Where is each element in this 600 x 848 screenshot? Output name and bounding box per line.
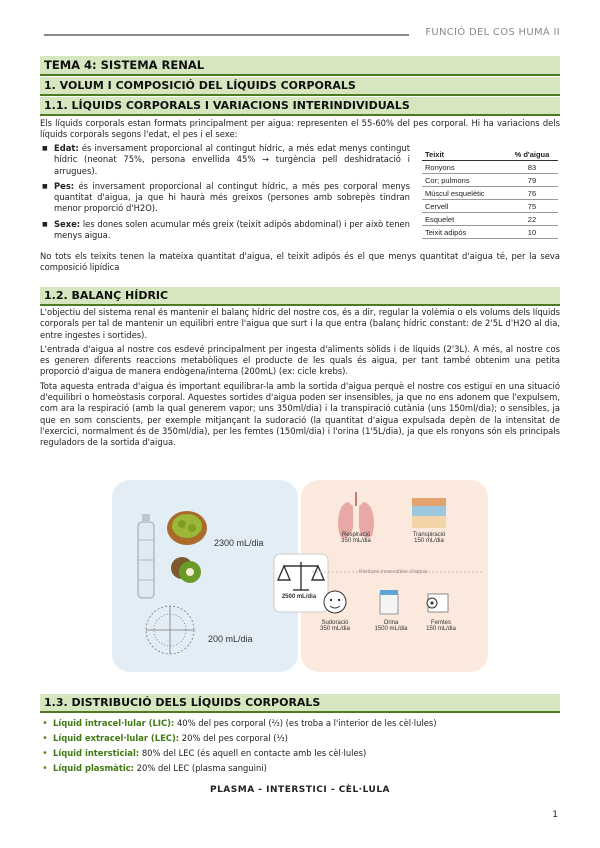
balance-scale-icon [274,554,328,612]
water-balance-figure [112,480,488,672]
page-number: 1 [552,810,558,820]
tema-heading: TEMA 4: SISTEMA RENAL [40,56,560,76]
table-row: Teixit adipós 10 [422,226,558,239]
list-item: ■ Pes: és inversament proporcional al contingut hídric, a més pes corporal menys quantitat d'aigua, ja que hi haurà més greixos (persones amb sobrepès tindran menor proporció d'H2O). [40,181,410,215]
output-sudoracio: Sudoració 350 mL/dia [320,620,350,632]
table-header: % d'aigua [506,149,558,161]
balance-paragraph: L'entrada d'aigua al nostre cos esdevé principalment per ingesta d'aliments sòlids i de líquids (2'3L). A més, al nostre cos es generen diferents reaccions metabòliques el producte de les quals és aigua, per tant també obtenim una petita proporció d'aigua de manera endògena/interna (200mL) (ex: cicle krebs). [40,343,560,377]
list-item: • Líquid extracel·lular (LEC): 20% del pes corporal (⅓) [40,731,560,746]
balance-total-value: 2500 mL/dia [281,594,317,600]
list-item: ■ Sexe: les dones solen acumular més greix (teixit adipós abdominal) i per això tenen menys aigua. [40,219,410,242]
list-item: • Líquid plasmàtic: 20% del LEC (plasma sanguini) [40,761,560,776]
output-respiracio: Respiració 350 mL/dia [341,532,371,544]
balance-paragraph: L'objectiu del sistema renal és mantenir el balanç hídric del nostre cos, és a dir, regular la volèmia o els volums dels líquids corporals per tal de mantenir un equilibri entre l'aigua que surt i la que entra (balanç hídric constant: de 2'5L d'H2O al dia, entre ingestes i sortides). [40,307,560,340]
toilet-paper-icon [427,594,448,612]
balance-paragraph: Tota aquesta entrada d'aigua és important equilibrar-la amb la sortida d'aigua perquè el nostre cos estigui en una situació d'equilibri o homeòstasis corporal. Aquestes sortides d'aigua poden ser insensibles, ja que no ens adonem que l'expulsem, com ara la respiració (amb la qual generem vapor; uns 350ml/dia) i la transpiració cutània (uns 150ml/dia); o sensibles, ja que en som conscients, per exemple mitjançant la sudoració (la quantitat d'aigua expulsada depèn de la intensitat de l'exercici, normalment és de 350ml/dia), per les femtes (150ml/dia) i l'orina (1'5L/dia), ja que els ronyons són els principals reguladors de la sortida d'aigua. [40,380,560,448]
output-femtes: Femtes 150 mL/dia [426,620,456,632]
list-item: • Líquid intersticial: 80% del LEC (és aquell en contacte amb les cèl·lules) [40,746,560,761]
tissue-note: No tots els teixits tenen la mateixa quantitat d'aigua, el teixit adipós és el que menys quantitat d'aigua té, per la seva composició lipídica [40,251,560,273]
table-row: Cor; pulmons 79 [422,174,558,187]
output-orina: Orina 1500 mL/dia [374,620,408,632]
section-1-2-heading: 1.2. BALANÇ HÍDRIC [40,287,560,306]
metabolic-cycle-icon [146,606,194,654]
intake-food-value: 2300 mL/dia [214,538,264,548]
lungs-icon [338,492,374,538]
skin-layers-icon [412,498,446,528]
table-row: Esquelet 22 [422,213,558,226]
list-item: • Líquid intracel·lular (LIC): 40% del pes corporal (⅔) (es troba a l'interior de les cèl·lules) [40,716,560,731]
table-header: Teixit [422,149,506,161]
kiwi-icon [171,557,201,583]
table-row: Cervell 75 [422,200,558,213]
intake-metabolic-value: 200 mL/dia [208,634,253,644]
balance-text [40,307,560,452]
distribution-list [40,716,560,776]
food-bowl-icon [167,511,207,545]
variation-list [40,143,410,245]
section-1-heading: 1. VOLUM I COMPOSICIÓ DEL LÍQUIDS CORPORALS [40,77,560,96]
intro-paragraph: Els líquids corporals estan formats principalment per aigua: representen el 55-60% del pes corporal. Hi ha variacions dels líquids corporals segons l'edat, el pes i el sexe: [40,118,560,140]
table-row: Ronyons 83 [422,161,558,174]
footer-summary: PLASMA - INTERSTICI - CÈL·LULA [209,785,391,795]
water-content-table [422,149,558,239]
header-title: FUNCIÓ DEL COS HUMÀ II [425,27,560,38]
insensible-loss-label: Pèrdues insensibles d'aigua [358,569,428,575]
sweating-face-icon [324,591,346,613]
list-item: ■ Edat: és inversament proporcional al contingut hídric, a més edat menys contingut hídric (neonat 75%, persona envellida 45% → turgència pell deshidratació i arrugues). [40,143,410,177]
section-1-1-heading: 1.1. LÍQUIDS CORPORALS I VARIACIONS INTERINDIVIDUALS [40,97,560,116]
output-transpiracio: Transpiració 150 mL/dia [412,532,446,544]
urine-cup-icon [380,590,398,614]
section-1-3-heading: 1.3. DISTRIBUCIÓ DELS LÍQUIDS CORPORALS [40,694,560,713]
water-bottle-icon [138,514,154,598]
table-row: Múscul esquelètic 76 [422,187,558,200]
header-rule [44,34,409,36]
